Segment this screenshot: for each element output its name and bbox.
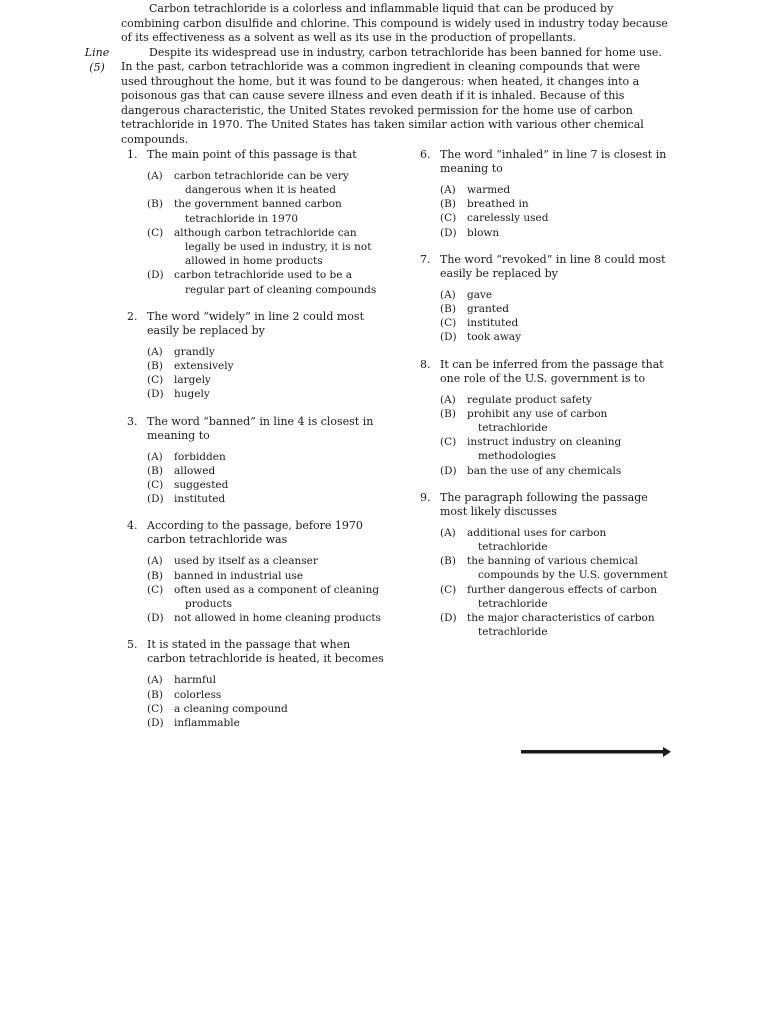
- line-label: Line: [84, 46, 110, 59]
- question-stem: The paragraph following the passage most likely discusses: [440, 490, 648, 518]
- answer-option[interactable]: [147, 345, 392, 359]
- option-letter: (A): [147, 345, 163, 358]
- option-letter: (C): [440, 436, 457, 449]
- option-text: instruct industry on cleaning methodologies: [467, 436, 622, 463]
- option-letter: (A): [147, 555, 163, 568]
- option-letter: (B): [147, 464, 163, 477]
- question-8: [420, 358, 678, 478]
- answer-option[interactable]: [440, 226, 678, 240]
- option-text: carelessly used: [467, 212, 549, 225]
- answer-option[interactable]: [147, 702, 392, 716]
- answer-option[interactable]: [147, 226, 392, 269]
- option-text: inflammable: [174, 717, 240, 730]
- question-stem: The main point of this passage is that: [147, 148, 357, 161]
- option-text: regulate product safety: [467, 393, 592, 406]
- option-text: largely: [174, 374, 211, 387]
- question-7: [420, 253, 678, 345]
- option-letter: (A): [147, 450, 163, 463]
- question-4: [127, 519, 392, 625]
- option-letter: (B): [147, 198, 163, 211]
- answer-option[interactable]: [147, 373, 392, 387]
- option-letter: (A): [440, 288, 456, 301]
- question-stem: It can be inferred from the passage that one role of the U.S. government is to: [440, 357, 664, 385]
- option-text: carbon tetrachloride can be very dangerous when it is heated: [174, 170, 349, 197]
- answer-option[interactable]: [440, 393, 678, 407]
- answer-option[interactable]: [440, 407, 678, 435]
- option-letter: (D): [147, 269, 164, 282]
- option-letter: (D): [147, 717, 164, 730]
- option-text: harmful: [174, 674, 217, 687]
- question-6: [420, 148, 678, 240]
- option-text: banned in industrial use: [174, 569, 304, 582]
- option-text: breathed in: [467, 198, 529, 211]
- answer-option[interactable]: [147, 688, 392, 702]
- option-letter: (A): [440, 393, 456, 406]
- answer-option[interactable]: [147, 359, 392, 373]
- answer-option[interactable]: [440, 288, 678, 302]
- questions-column-right: [420, 148, 678, 652]
- option-letter: (B): [147, 688, 163, 701]
- answer-option[interactable]: [147, 673, 392, 687]
- option-text: instituted: [174, 493, 226, 506]
- answer-option[interactable]: [440, 554, 678, 582]
- option-text: instituted: [467, 317, 519, 330]
- option-letter: (B): [440, 555, 456, 568]
- option-text: additional uses for carbon tetrachloride: [467, 526, 607, 554]
- question-number: 6.: [420, 148, 431, 161]
- answer-option[interactable]: [147, 492, 392, 506]
- option-text: although carbon tetrachloride can legally be used in industry, it is not allowed in home products: [174, 226, 372, 268]
- option-text: warmed: [467, 184, 511, 196]
- answer-option[interactable]: [440, 526, 678, 554]
- option-letter: (D): [440, 331, 457, 344]
- line-number-5: (5): [89, 61, 105, 74]
- question-number: 5.: [127, 638, 138, 652]
- option-letter: (D): [147, 612, 164, 625]
- option-text: allowed: [174, 464, 216, 477]
- question-5: [127, 638, 392, 730]
- option-letter: (B): [440, 303, 456, 316]
- questions-column-left: [127, 148, 392, 743]
- option-text: grandly: [174, 345, 215, 358]
- option-letter: (D): [147, 493, 164, 506]
- option-text: used by itself as a cleanser: [174, 555, 318, 568]
- answer-option[interactable]: [440, 316, 678, 330]
- answer-option[interactable]: [440, 611, 678, 639]
- answer-option[interactable]: [440, 211, 678, 225]
- option-letter: (C): [147, 479, 164, 492]
- question-number: 3.: [127, 414, 138, 428]
- question-stem: The word “revoked” in line 8 could most easily be replaced by: [440, 252, 666, 280]
- option-letter: (A): [440, 526, 456, 539]
- answer-option[interactable]: [440, 183, 678, 197]
- option-letter: (A): [440, 184, 456, 196]
- question-number: 9.: [420, 490, 431, 504]
- question-number: 4.: [127, 519, 138, 533]
- answer-option[interactable]: [147, 450, 392, 464]
- answer-option[interactable]: [440, 330, 678, 344]
- answer-option[interactable]: [147, 478, 392, 492]
- question-stem: The word “widely” in line 2 could most easily be replaced by: [147, 309, 364, 337]
- question-3: [127, 415, 392, 507]
- option-letter: (D): [147, 388, 164, 401]
- question-9: [420, 491, 678, 640]
- option-text: extensively: [174, 360, 234, 373]
- option-letter: (B): [147, 569, 163, 582]
- option-text: further dangerous effects of carbon tetrachloride: [467, 583, 657, 610]
- option-text: blown: [467, 226, 500, 239]
- option-letter: (A): [147, 674, 163, 687]
- option-letter: (B): [147, 360, 163, 373]
- option-text: ban the use of any chemicals: [467, 464, 622, 477]
- question-number: 7.: [420, 252, 431, 266]
- answer-option[interactable]: [440, 435, 678, 463]
- answer-option[interactable]: [440, 583, 678, 611]
- option-letter: (D): [440, 464, 457, 477]
- option-text: carbon tetrachloride used to be a regular part of cleaning compounds: [174, 269, 377, 296]
- answer-option[interactable]: [147, 583, 392, 611]
- option-letter: (D): [440, 612, 457, 625]
- answer-option[interactable]: [440, 197, 678, 211]
- answer-option[interactable]: [147, 611, 392, 625]
- reading-passage: [121, 2, 669, 147]
- question-number: 2.: [127, 309, 138, 323]
- option-text: granted: [467, 303, 509, 316]
- answer-option[interactable]: [147, 569, 392, 583]
- passage-paragraph-2: Despite its widespread use in industry, carbon tetrachloride has been banned for home use. In the past, carbon tetrachloride was a common ingredient in cleaning compounds that were used throughout the home, but it was found to be dangerous: when heated, it changes into a poisonous gas that can cause severe illness and even death if it is inhaled. Because of this dangerous characteristic, the United States revoked permission for the home use of carbon tetrachloride in 1970. The United States has taken similar action with various other chemical compounds.: [121, 45, 662, 146]
- question-2: [127, 310, 392, 402]
- option-text: hugely: [174, 388, 210, 401]
- option-letter: (B): [440, 198, 456, 211]
- option-letter: (C): [147, 702, 164, 715]
- option-text: colorless: [174, 688, 222, 701]
- answer-option[interactable]: [147, 716, 392, 730]
- passage-paragraph-1: Carbon tetrachloride is a colorless and inflammable liquid that can be produced by combining carbon disulfide and chlorine. This compound is widely used in industry today because of its effectiveness as a solvent as well as its use in the production of propellants.: [121, 2, 668, 44]
- option-text: not allowed in home cleaning products: [174, 612, 381, 625]
- option-letter: (C): [147, 226, 164, 239]
- option-text: a cleaning compound: [174, 702, 288, 715]
- option-letter: (D): [440, 226, 457, 239]
- option-text: the government banned carbon tetrachloride in 1970: [174, 198, 342, 225]
- option-letter: (C): [440, 212, 457, 225]
- option-text: gave: [467, 288, 493, 301]
- question-number: 1.: [127, 148, 138, 161]
- answer-option[interactable]: [147, 464, 392, 478]
- option-letter: (C): [440, 583, 457, 596]
- answer-option[interactable]: [147, 554, 392, 568]
- option-text: suggested: [174, 479, 229, 492]
- answer-option[interactable]: [440, 464, 678, 478]
- option-text: the banning of various chemical compounds by the U.S. government: [467, 555, 668, 582]
- option-letter: (B): [440, 407, 456, 420]
- option-letter: (C): [147, 583, 164, 596]
- option-text: often used as a component of cleaning products: [174, 583, 380, 611]
- question-1: [127, 148, 392, 297]
- answer-option[interactable]: [147, 169, 392, 197]
- answer-option[interactable]: [147, 197, 392, 225]
- answer-option[interactable]: [147, 387, 392, 401]
- question-stem: According to the passage, before 1970 carbon tetrachloride was: [147, 519, 363, 547]
- question-stem: The word “banned” in line 4 is closest in meaning to: [147, 414, 374, 442]
- continue-arrow-icon: [521, 747, 671, 761]
- answer-option[interactable]: [147, 268, 392, 296]
- option-text: prohibit any use of carbon tetrachloride: [467, 407, 608, 435]
- question-number: 8.: [420, 357, 431, 371]
- question-stem: It is stated in the passage that when carbon tetrachloride is heated, it becomes: [147, 638, 384, 666]
- question-stem: The word “inhaled” in line 7 is closest in meaning to: [440, 148, 667, 175]
- option-letter: (C): [440, 317, 457, 330]
- option-text: the major characteristics of carbon tetrachloride: [467, 612, 655, 639]
- option-letter: (A): [147, 170, 163, 182]
- option-text: forbidden: [174, 450, 226, 463]
- option-letter: (C): [147, 374, 164, 387]
- option-text: took away: [467, 331, 522, 344]
- answer-option[interactable]: [440, 302, 678, 316]
